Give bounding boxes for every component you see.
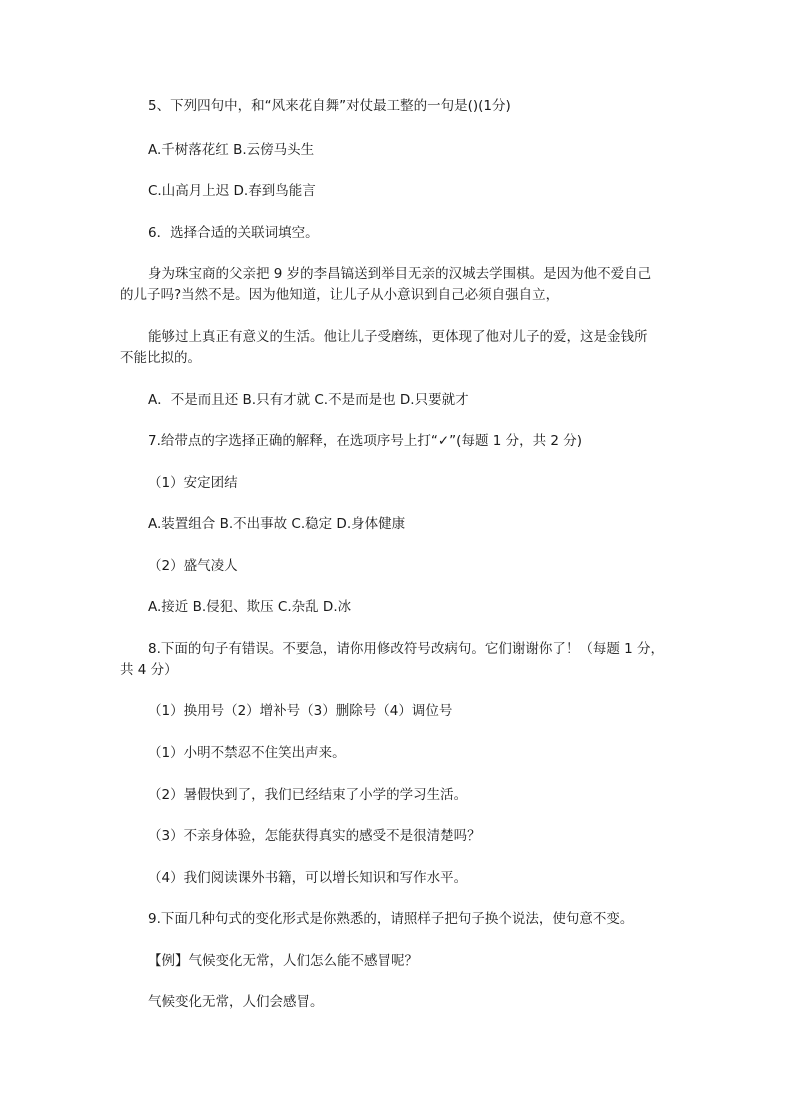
question-8-stem-line-2: 共 4 分） bbox=[120, 662, 178, 678]
question-9-example-answer: 气候变化无常，人们会感冒。 bbox=[148, 994, 324, 1010]
question-7-item-2-options: A.接近 B.侵犯、欺压 C.杂乱 D.冰 bbox=[148, 599, 352, 615]
question-7-item-1: （1）安定团结 bbox=[148, 475, 238, 491]
question-5-stem: 5、下列四句中，和“风来花自舞”对仗最工整的一句是()(1分) bbox=[148, 98, 511, 114]
question-9-example: 【例】气候变化无常，人们怎么能不感冒呢？ bbox=[148, 953, 418, 969]
question-5-options-ab: A.千树落花红 B.云傍马头生 bbox=[148, 142, 315, 158]
question-8-sentence-1: （1）小明不禁忍不住笑出声来。 bbox=[148, 745, 346, 761]
question-6-passage-line-4: 不能比拟的。 bbox=[120, 350, 201, 366]
question-7-stem: 7.给带点的字选择正确的解释，在选项序号上打“✓”(每题 1 分，共 2 分) bbox=[148, 433, 583, 449]
question-9-stem: 9.下面几种句式的变化形式是你熟悉的，请照样子把句子换个说法，使句意不变。 bbox=[148, 911, 634, 927]
question-8-sentence-3: （3）不亲身体验，怎能获得真实的感受不是很清楚吗？ bbox=[148, 828, 481, 844]
question-7-item-2: （2）盛气凌人 bbox=[148, 558, 238, 574]
question-5-options-cd: C.山高月上迟 D.春到鸟能言 bbox=[148, 183, 316, 199]
question-8-symbol-list: （1）换用号（2）增补号（3）删除号（4）调位号 bbox=[148, 703, 453, 719]
question-6-passage-line-1: 身为珠宝商的父亲把 9 岁的李昌镐送到举目无亲的汉城去学围棋。是因为他不爱自己 bbox=[148, 266, 652, 282]
question-8-sentence-2: （2）暑假快到了，我们已经结束了小学的学习生活。 bbox=[148, 787, 468, 803]
question-7-item-1-options: A.装置组合 B.不出事故 C.稳定 D.身体健康 bbox=[148, 516, 406, 532]
question-6-stem: 6．选择合适的关联词填空。 bbox=[148, 225, 319, 241]
question-6-passage-line-3: 能够过上真正有意义的生活。他让儿子受磨练，更体现了他对儿子的爱，这是金钱所 bbox=[148, 329, 648, 345]
question-6-passage-line-2: 的儿子吗?当然不是。因为他知道，让儿子从小意识到自己必须自强自立， bbox=[120, 287, 560, 303]
question-6-options: A．不是而且还 B.只有才就 C.不是而是也 D.只要就才 bbox=[148, 392, 469, 408]
question-8-stem-line-1: 8.下面的句子有错误。不要急，请你用修改符号改病句。它们谢谢你了！（每题 1 分， bbox=[148, 641, 665, 657]
question-8-sentence-4: （4）我们阅读课外书籍，可以增长知识和写作水平。 bbox=[148, 870, 468, 886]
